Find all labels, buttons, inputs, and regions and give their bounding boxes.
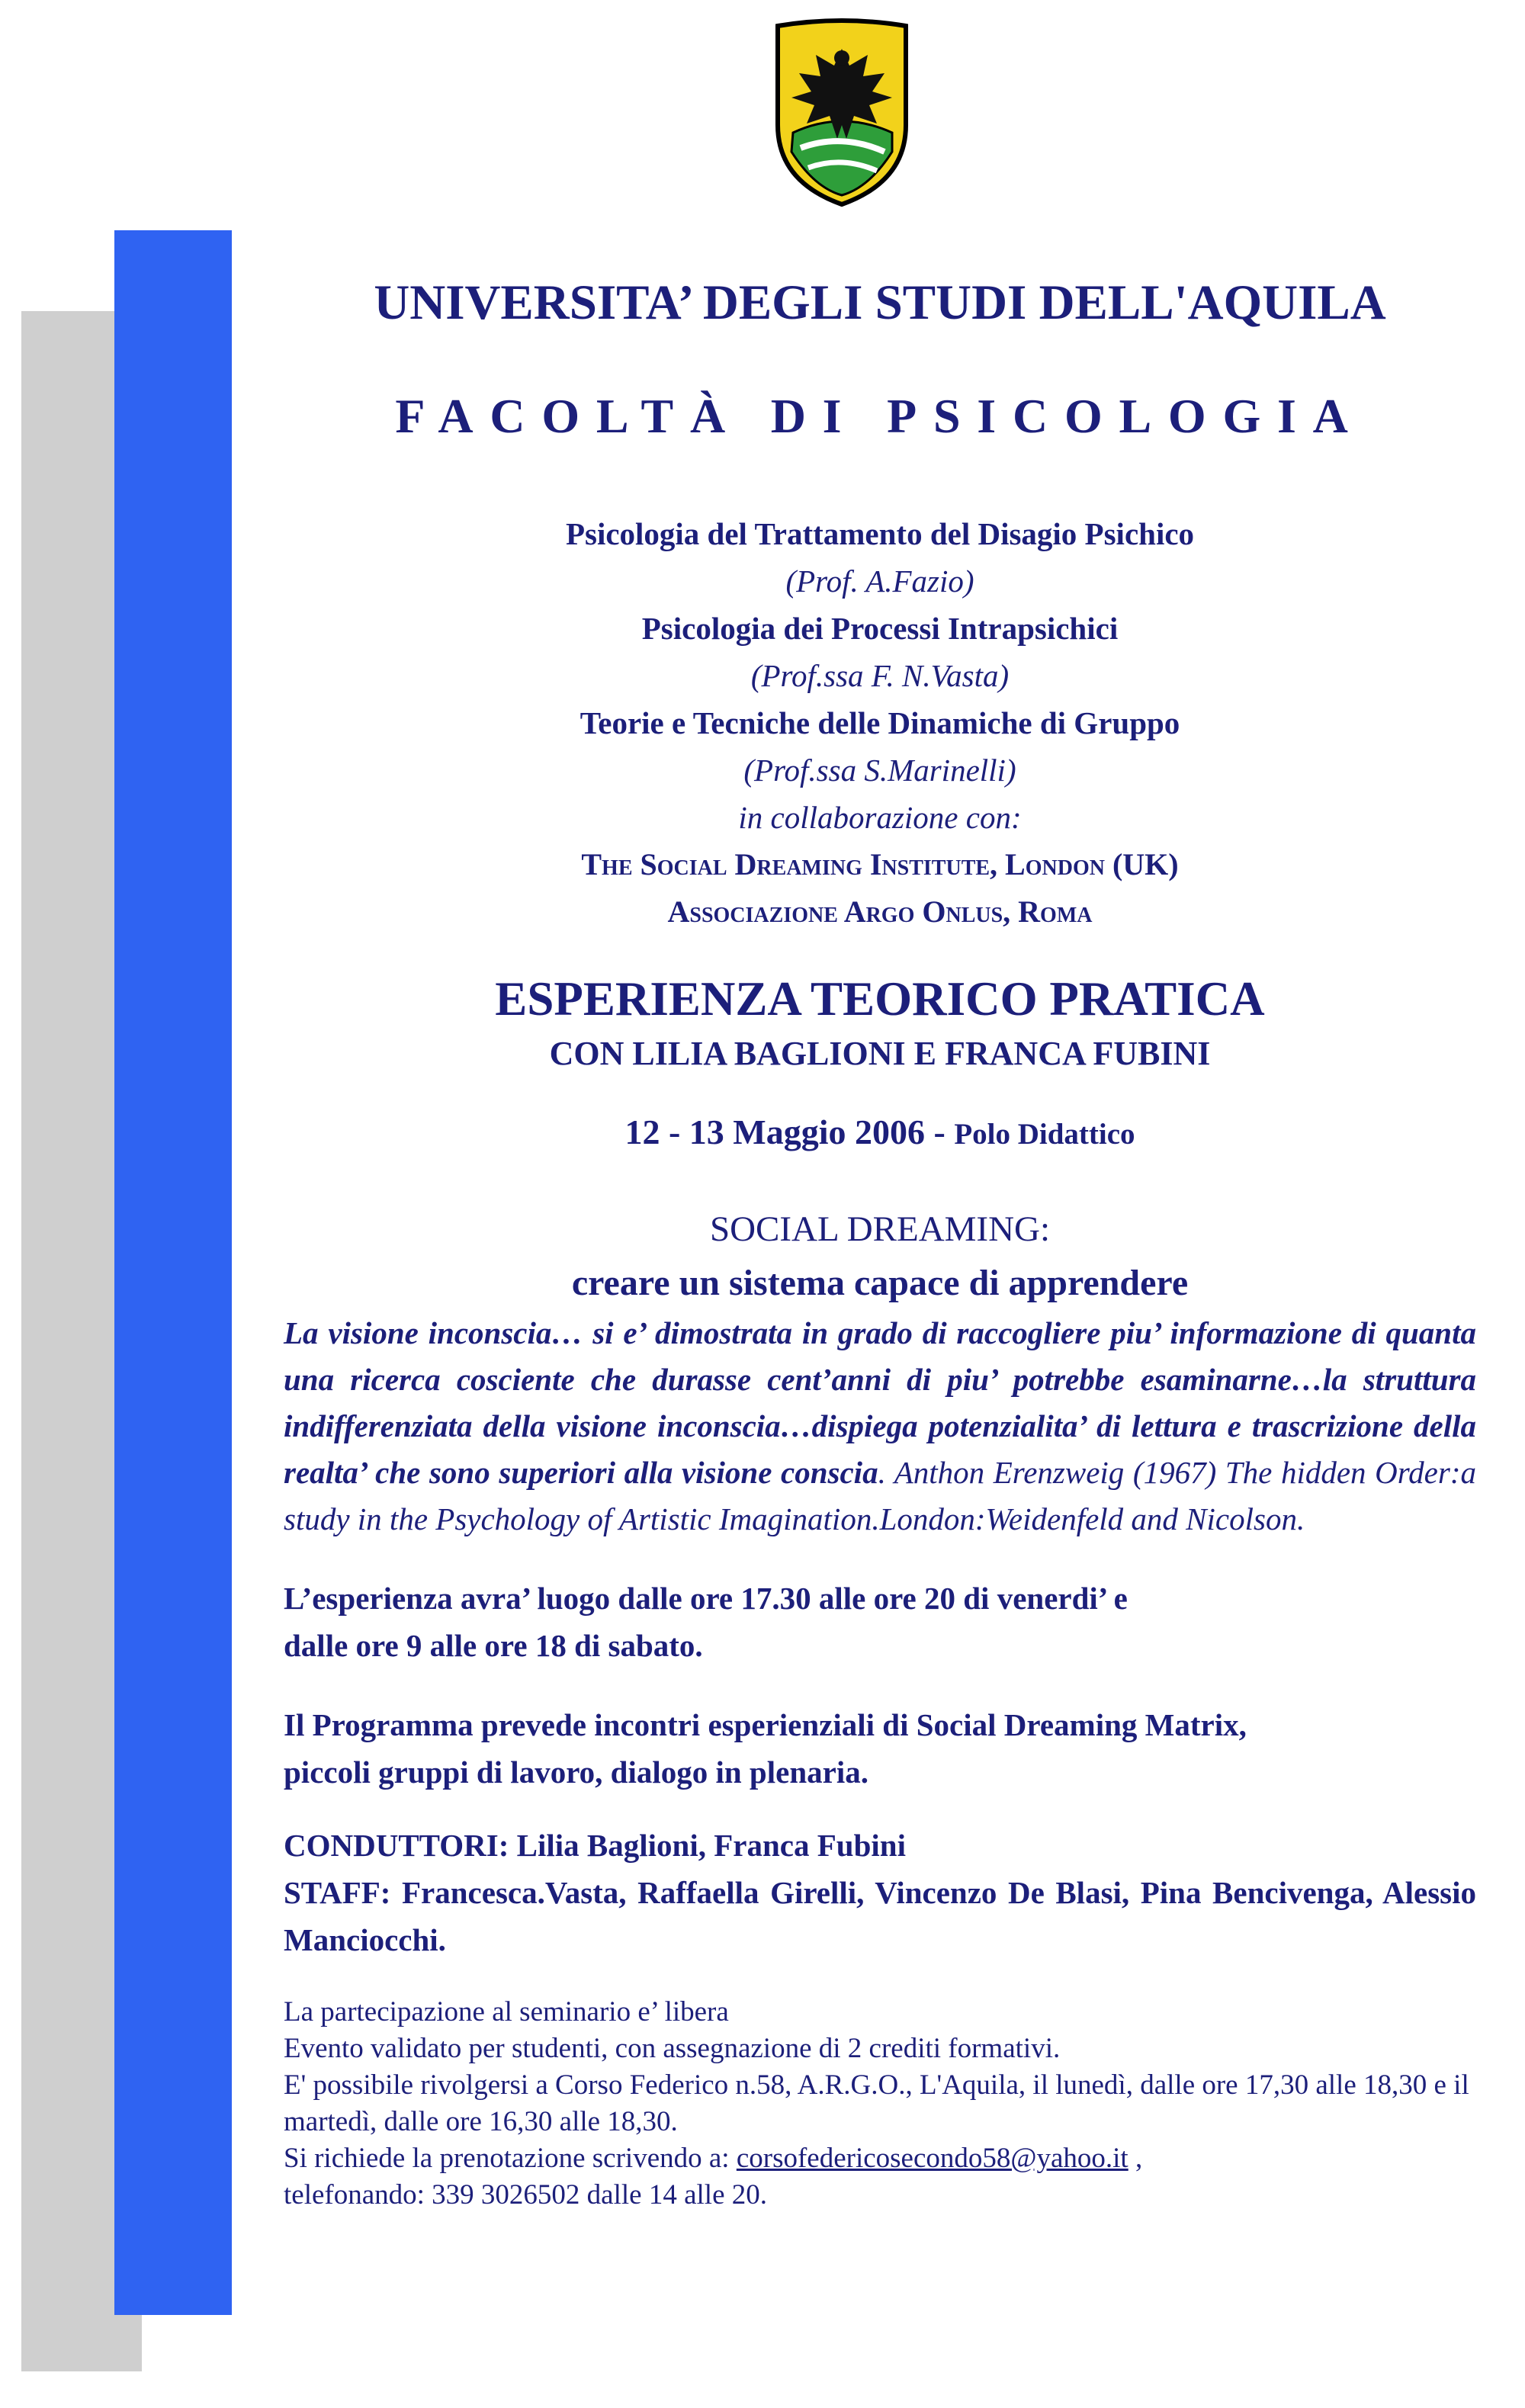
event-place: Polo Didattico — [954, 1118, 1135, 1151]
event-title: ESPERIENZA TEORICO PRATICA — [495, 971, 1265, 1026]
people-paragraph — [284, 1822, 1476, 1963]
booking-prefix: Si richiede la prenotazione scrivendo a: — [284, 2143, 737, 2175]
course-title: Psicologia del Trattamento del Disagio Psichico — [565, 515, 1195, 551]
notes-paragraph — [284, 1994, 1476, 2214]
conductors-line: CONDUTTORI: Lilia Baglioni, Franca Fubini — [284, 1828, 906, 1864]
event-date: 12 - 13 Maggio 2006 - — [624, 1112, 946, 1152]
email-link[interactable]: corsofedericosecondo58@yahoo.it — [736, 2143, 1128, 2175]
booking-suffix: , — [1128, 2143, 1143, 2175]
schedule-paragraph — [284, 1575, 1476, 1669]
note-line: Evento validato per studenti, con assegnazione di 2 crediti formativi. — [284, 2033, 1061, 2065]
partner-institute: The Social Dreaming Institute, London (UK) — [581, 846, 1179, 881]
topic-heading: SOCIAL DREAMING: — [709, 1209, 1051, 1250]
course-professor: (Prof.ssa F. N.Vasta) — [750, 657, 1010, 693]
quote-paragraph — [284, 1310, 1476, 1543]
university-crest-icon — [770, 18, 913, 209]
courses-block — [284, 510, 1476, 936]
course-title: Psicologia dei Processi Intrapsichici — [641, 610, 1119, 646]
note-line: E' possibile rivolgersi a Corso Federico n.58, A.R.G.O., L'Aquila, il lunedì, dalle ore 17,30 alle 18,30 e il martedì, dalle ore 16,30 alle 18,30. — [284, 2069, 1469, 2138]
program-paragraph — [284, 1701, 1476, 1796]
quote-text: La visione inconscia… si e’ dimostrata in grado di raccogliere piu’ informazione di quanta una ricerca cosciente che durasse cent’anni di piu’ potrebbe esaminarne…la struttura indifferenziata della visione inconscia…dispiega potenzialita’ di lettura e trascrizione della realta’ che sono superiori alla visione conscia — [284, 1315, 1476, 1491]
program-line: piccoli gruppi di lavoro, dialogo in plenaria. — [284, 1755, 868, 1790]
topic-subheading: creare un sistema capace di apprendere — [571, 1263, 1189, 1304]
poster-content — [284, 252, 1476, 2214]
course-title: Teorie e Tecniche delle Dinamiche di Gruppo — [580, 705, 1180, 740]
booking-line — [284, 2140, 1476, 2177]
schedule-line: dalle ore 9 alle ore 18 di sabato. — [284, 1628, 703, 1664]
staff-line: STAFF: Francesca.Vasta, Raffaella Girelli, Vincenzo De Blasi, Pina Bencivenga, Alessio Manciocchi. — [284, 1875, 1476, 1958]
event-subtitle: CON LILIA BAGLIONI E FRANCA FUBINI — [549, 1035, 1211, 1073]
partner-association: Associazione Argo Onlus, Roma — [667, 894, 1093, 929]
event-date-line — [284, 1111, 1476, 1153]
phone-line: telefonando: 339 3026502 dalle 14 alle 20. — [284, 2179, 767, 2211]
quote-source: . Anthon Erenzweig (1967) The hidden Order:a study in the Psychology of Artistic Imagination.London:Weidenfeld and Nicolson. — [284, 1455, 1476, 1537]
collaboration-intro: in collaborazione con: — [738, 799, 1022, 835]
faculty-title: FACOLTÀ DI PSICOLOGIA — [395, 389, 1365, 443]
schedule-line: L’esperienza avra’ luogo dalle ore 17.30 alle ore 20 di venerdi’ e — [284, 1581, 1128, 1617]
program-line: Il Programma prevede incontri esperienziali di Social Dreaming Matrix, — [284, 1707, 1247, 1743]
decorative-blue-bar — [114, 230, 232, 2315]
course-professor: (Prof.ssa S.Marinelli) — [743, 752, 1016, 788]
course-professor: (Prof. A.Fazio) — [785, 563, 974, 599]
note-line: La partecipazione al seminario e’ libera — [284, 1996, 729, 2028]
university-title: UNIVERSITA’ DEGLI STUDI DELL'AQUILA — [374, 275, 1386, 330]
